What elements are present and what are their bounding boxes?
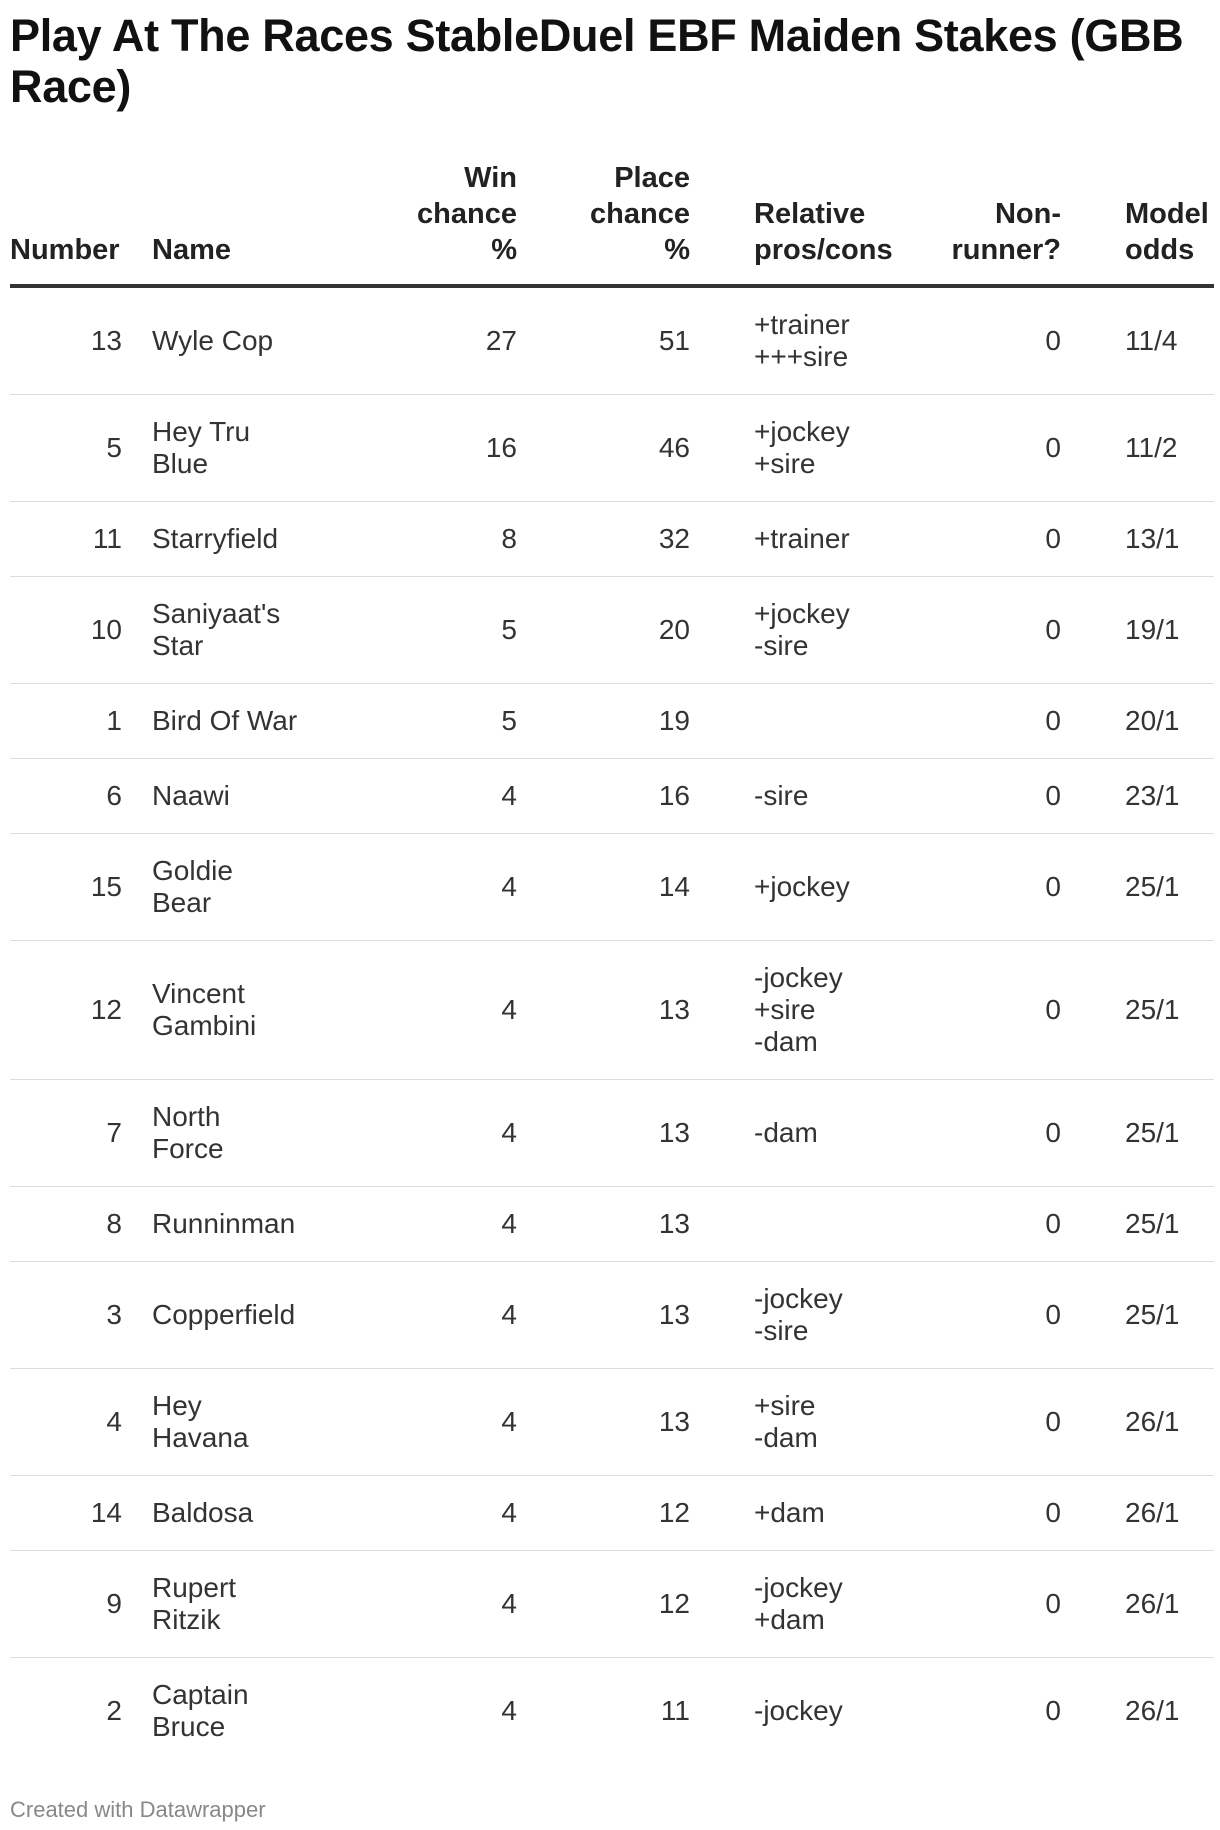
table-row bbox=[10, 395, 1214, 502]
cell-non-runner: 0 bbox=[876, 395, 1061, 502]
cell-win-chance: 4 bbox=[332, 1369, 517, 1476]
cell-win-chance: 4 bbox=[332, 1262, 517, 1369]
cell-place-chance: 13 bbox=[517, 1187, 690, 1262]
column-header-place-chance[interactable]: Place chance % bbox=[517, 160, 690, 286]
cell-non-runner: 0 bbox=[876, 684, 1061, 759]
cell-model-odds: 11/2 bbox=[1061, 395, 1214, 502]
table-row bbox=[10, 759, 1214, 834]
cell-place-chance: 32 bbox=[517, 502, 690, 577]
cell-number: 12 bbox=[10, 941, 122, 1080]
cell-name: Goldie Bear bbox=[122, 834, 332, 941]
cell-name: Hey Havana bbox=[122, 1369, 332, 1476]
cell-name: Wyle Cop bbox=[122, 286, 332, 395]
table-row bbox=[10, 1080, 1214, 1187]
table-row bbox=[10, 1187, 1214, 1262]
cell-pros-cons: +jockey bbox=[690, 834, 876, 941]
cell-number: 6 bbox=[10, 759, 122, 834]
cell-model-odds: 23/1 bbox=[1061, 759, 1214, 834]
cell-pros-cons: -jockey +dam bbox=[690, 1551, 876, 1658]
column-header-name[interactable]: Name bbox=[122, 160, 332, 286]
cell-number: 7 bbox=[10, 1080, 122, 1187]
cell-number: 13 bbox=[10, 286, 122, 395]
table-row bbox=[10, 1658, 1214, 1765]
cell-non-runner: 0 bbox=[876, 286, 1061, 395]
cell-place-chance: 16 bbox=[517, 759, 690, 834]
cell-non-runner: 0 bbox=[876, 1080, 1061, 1187]
cell-pros-cons: +jockey -sire bbox=[690, 577, 876, 684]
cell-win-chance: 4 bbox=[332, 1187, 517, 1262]
cell-model-odds: 26/1 bbox=[1061, 1476, 1214, 1551]
cell-pros-cons bbox=[690, 684, 876, 759]
cell-place-chance: 46 bbox=[517, 395, 690, 502]
datawrapper-credit[interactable]: Created with Datawrapper bbox=[10, 1797, 266, 1822]
cell-pros-cons: -sire bbox=[690, 759, 876, 834]
cell-win-chance: 4 bbox=[332, 1476, 517, 1551]
table-row bbox=[10, 941, 1214, 1080]
page-title: Play At The Races StableDuel EBF Maiden Stakes (GBB Race) bbox=[10, 10, 1184, 112]
cell-win-chance: 4 bbox=[332, 941, 517, 1080]
cell-win-chance: 8 bbox=[332, 502, 517, 577]
cell-pros-cons: -jockey bbox=[754, 1695, 843, 1726]
cell-win-chance: 5 bbox=[332, 577, 517, 684]
cell-non-runner: 0 bbox=[876, 1187, 1061, 1262]
cell-model-odds: 26/1 bbox=[1125, 1695, 1180, 1726]
cell-non-runner: 0 bbox=[876, 1476, 1061, 1551]
cell-name: Saniyaat's Star bbox=[122, 577, 332, 684]
cell-number: 8 bbox=[10, 1187, 122, 1262]
cell-name: North Force bbox=[122, 1080, 332, 1187]
cell-non-runner: 0 bbox=[876, 1369, 1061, 1476]
cell-number: 9 bbox=[10, 1551, 122, 1658]
table-row bbox=[10, 1262, 1214, 1369]
cell-number: 15 bbox=[10, 834, 122, 941]
column-header-model-odds[interactable]: Model odds bbox=[1061, 160, 1214, 286]
cell-name: Starryfield bbox=[122, 502, 332, 577]
cell-pros-cons: +dam bbox=[690, 1476, 876, 1551]
cell-name: Captain Bruce bbox=[152, 1679, 249, 1742]
table-row bbox=[10, 577, 1214, 684]
cell-name: Hey Tru Blue bbox=[122, 395, 332, 502]
table-row bbox=[10, 502, 1214, 577]
cell-model-odds: 13/1 bbox=[1061, 502, 1214, 577]
cell-place-chance: 13 bbox=[517, 941, 690, 1080]
cell-name: Rupert Ritzik bbox=[122, 1551, 332, 1658]
cell-place-chance: 11 bbox=[660, 1695, 690, 1726]
cell-non-runner: 0 bbox=[876, 1262, 1061, 1369]
cell-pros-cons: +jockey +sire bbox=[690, 395, 876, 502]
cell-pros-cons: +trainer +++sire bbox=[690, 286, 876, 395]
cell-win-chance: 5 bbox=[332, 684, 517, 759]
cell-win-chance: 4 bbox=[332, 1080, 517, 1187]
cell-non-runner: 0 bbox=[876, 577, 1061, 684]
cell-place-chance: 12 bbox=[517, 1551, 690, 1658]
column-header-pros-cons[interactable]: Relative pros/cons bbox=[690, 160, 876, 286]
cell-place-chance: 13 bbox=[517, 1369, 690, 1476]
cell-number: 2 bbox=[106, 1695, 122, 1726]
table-header-row bbox=[10, 160, 1214, 286]
table-row bbox=[10, 1369, 1214, 1476]
table-row bbox=[10, 1476, 1214, 1551]
cell-name: Vincent Gambini bbox=[122, 941, 332, 1080]
cell-model-odds: 25/1 bbox=[1061, 1187, 1214, 1262]
table-row bbox=[10, 834, 1214, 941]
cell-model-odds: 25/1 bbox=[1061, 1262, 1214, 1369]
cell-pros-cons: +trainer bbox=[690, 502, 876, 577]
cell-pros-cons: -jockey -sire bbox=[690, 1262, 876, 1369]
table-row bbox=[10, 684, 1214, 759]
cell-pros-cons: -jockey +sire -dam bbox=[690, 941, 876, 1080]
cell-non-runner: 0 bbox=[1045, 1695, 1061, 1726]
runners-table bbox=[10, 160, 1214, 1764]
cell-number: 4 bbox=[10, 1369, 122, 1476]
cell-place-chance: 51 bbox=[517, 286, 690, 395]
cell-model-odds: 26/1 bbox=[1061, 1369, 1214, 1476]
table-row bbox=[10, 286, 1214, 395]
cell-win-chance: 16 bbox=[332, 395, 517, 502]
column-header-non-runner[interactable]: Non- runner? bbox=[876, 160, 1061, 286]
cell-number: 11 bbox=[10, 502, 122, 577]
cell-non-runner: 0 bbox=[876, 502, 1061, 577]
cell-name: Runninman bbox=[122, 1187, 332, 1262]
cell-pros-cons bbox=[690, 1187, 876, 1262]
cell-model-odds: 20/1 bbox=[1061, 684, 1214, 759]
table-row bbox=[10, 1551, 1214, 1658]
cell-number: 10 bbox=[10, 577, 122, 684]
cell-name: Copperfield bbox=[122, 1262, 332, 1369]
cell-model-odds: 19/1 bbox=[1061, 577, 1214, 684]
column-header-win-chance[interactable]: Win chance % bbox=[332, 160, 517, 286]
cell-win-chance: 27 bbox=[332, 286, 517, 395]
cell-name: Baldosa bbox=[122, 1476, 332, 1551]
cell-win-chance: 4 bbox=[332, 834, 517, 941]
cell-non-runner: 0 bbox=[876, 1551, 1061, 1658]
cell-place-chance: 13 bbox=[517, 1262, 690, 1369]
cell-model-odds: 25/1 bbox=[1061, 834, 1214, 941]
cell-model-odds: 25/1 bbox=[1061, 1080, 1214, 1187]
cell-win-chance: 4 bbox=[332, 759, 517, 834]
cell-pros-cons: +sire -dam bbox=[690, 1369, 876, 1476]
cell-pros-cons: -dam bbox=[690, 1080, 876, 1187]
cell-place-chance: 20 bbox=[517, 577, 690, 684]
cell-model-odds: 25/1 bbox=[1061, 941, 1214, 1080]
cell-name: Naawi bbox=[122, 759, 332, 834]
cell-model-odds: 11/4 bbox=[1061, 286, 1214, 395]
cell-place-chance: 12 bbox=[517, 1476, 690, 1551]
cell-number: 14 bbox=[10, 1476, 122, 1551]
cell-non-runner: 0 bbox=[876, 759, 1061, 834]
cell-place-chance: 19 bbox=[517, 684, 690, 759]
column-header-number[interactable]: Number bbox=[10, 160, 122, 286]
cell-non-runner: 0 bbox=[876, 941, 1061, 1080]
cell-win-chance: 4 bbox=[501, 1695, 517, 1726]
cell-number: 1 bbox=[10, 684, 122, 759]
cell-model-odds: 26/1 bbox=[1061, 1551, 1214, 1658]
cell-number: 5 bbox=[10, 395, 122, 502]
cell-non-runner: 0 bbox=[876, 834, 1061, 941]
cell-name: Bird Of War bbox=[122, 684, 332, 759]
cell-place-chance: 13 bbox=[517, 1080, 690, 1187]
cell-place-chance: 14 bbox=[517, 834, 690, 941]
cell-number: 3 bbox=[10, 1262, 122, 1369]
cell-win-chance: 4 bbox=[332, 1551, 517, 1658]
